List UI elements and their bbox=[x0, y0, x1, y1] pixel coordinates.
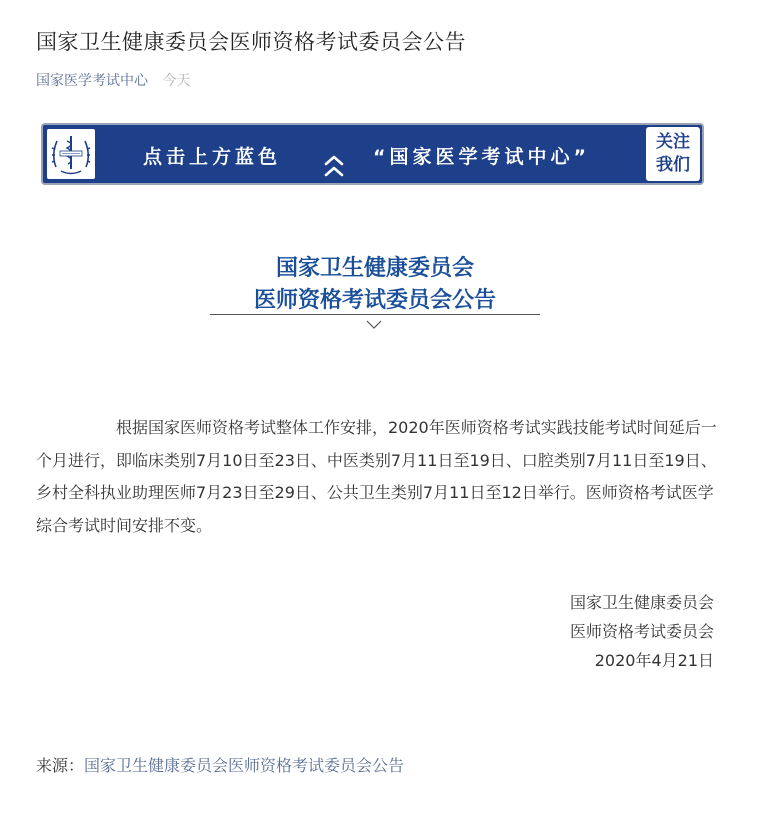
follow-us-button[interactable] bbox=[646, 127, 700, 181]
follow-banner[interactable] bbox=[41, 123, 704, 185]
notice-heading-line1: 国家卫生健康委员会 bbox=[275, 256, 474, 281]
signature-date: 2020年4月21日 bbox=[594, 651, 714, 670]
follow-label-line2: 我们 bbox=[656, 155, 690, 175]
banner-cta-right-text: “国家医学考试中心” bbox=[373, 146, 590, 168]
follow-label-line1: 关注 bbox=[656, 132, 690, 152]
source-link[interactable]: 国家卫生健康委员会医师资格考试委员会公告 bbox=[84, 756, 405, 775]
source-line bbox=[36, 753, 404, 776]
notice-heading-line2: 医师资格考试委员会公告 bbox=[253, 288, 496, 313]
signature-block bbox=[570, 588, 714, 675]
medical-caduceus-emblem-icon bbox=[47, 129, 95, 179]
chevron-down-icon bbox=[365, 316, 383, 328]
notice-heading bbox=[210, 253, 540, 317]
banner-cta-left-text: 点击上方蓝色 bbox=[143, 146, 282, 168]
heading-divider bbox=[210, 314, 540, 315]
notice-body-paragraph: 根据国家医师资格考试整体工作安排，2020年医师资格考试实践技能考试时间延后一个月进行，即临床类别7月10日至23日、中医类别7月11日至19日、口腔类别7月11日至19日、乡村全科执业助理医师7月23日至29日、公共卫生类别7月11日至12日举行。医师资格考试医学综合考试时间安排不变。 bbox=[36, 418, 717, 535]
article-meta bbox=[36, 70, 190, 90]
signature-org2: 医师资格考试委员会 bbox=[569, 622, 714, 641]
signature-org1: 国家卫生健康委员会 bbox=[569, 593, 714, 612]
account-name-link[interactable]: 国家医学考试中心 bbox=[36, 73, 148, 89]
article-title: 国家卫生健康委员会医师资格考试委员会公告 bbox=[36, 30, 466, 54]
publish-time: 今天 bbox=[162, 73, 191, 89]
double-chevron-up-icon bbox=[323, 153, 345, 181]
source-label: 来源： bbox=[36, 756, 85, 775]
